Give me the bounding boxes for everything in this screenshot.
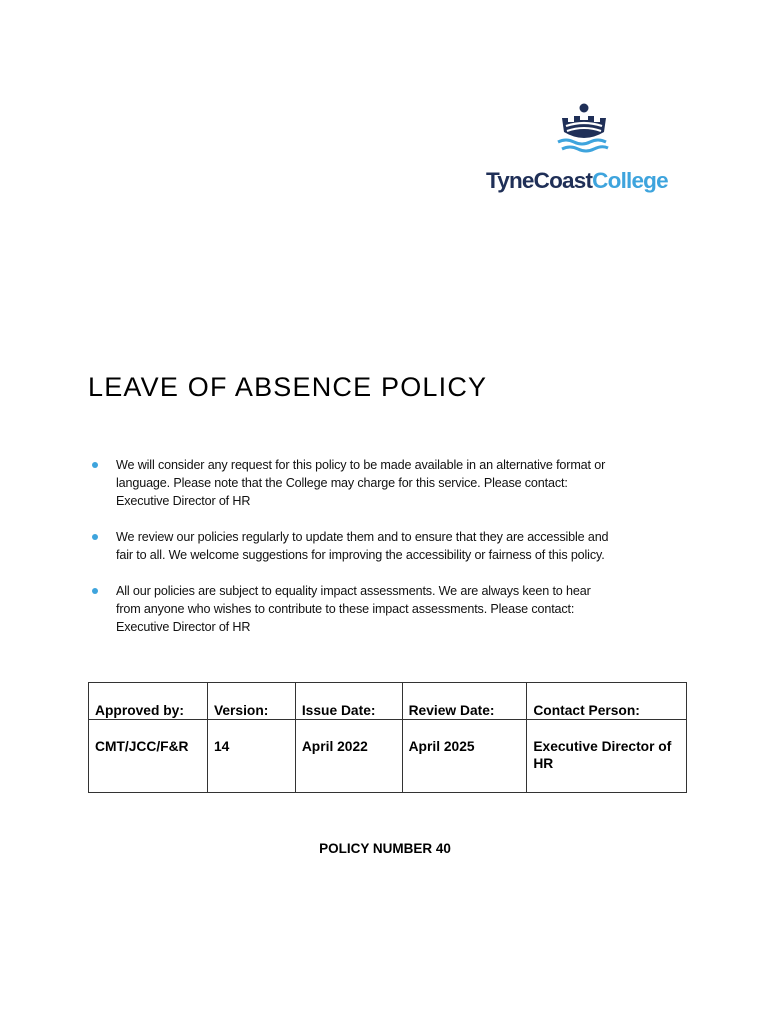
header-approved-by: Approved by:	[89, 683, 208, 720]
bullet-icon	[92, 462, 98, 468]
boat-wave-logo-icon	[554, 102, 610, 160]
cell-review-date: April 2025	[402, 720, 527, 793]
header-contact-person: Contact Person:	[527, 683, 687, 720]
cell-issue-date: April 2022	[295, 720, 402, 793]
cell-approved-by: CMT/JCC/F&R	[89, 720, 208, 793]
list-item	[90, 582, 610, 636]
bullet-text: We review our policies regularly to update them and to ensure that they are accessible and fair to all. We welcome suggestions for improving the accessibility or fairness of this policy.	[116, 530, 609, 562]
bullet-icon	[92, 588, 98, 594]
policy-info-table	[88, 682, 687, 793]
table-header-row	[89, 683, 687, 720]
policy-notes-list	[90, 456, 610, 654]
header-version: Version:	[207, 683, 295, 720]
college-logo-wordmark	[486, 168, 668, 194]
bullet-text: We will consider any request for this policy to be made available in an alternative format or language. Please note that the College may charge for this service. Please contact: Executive Director of HR	[116, 458, 606, 508]
list-item	[90, 456, 610, 510]
table-row	[89, 720, 687, 793]
logo-text-college: College	[592, 168, 668, 193]
header-issue-date: Issue Date:	[295, 683, 402, 720]
cell-contact-person: Executive Director of HR	[527, 720, 687, 793]
logo-text-tynecoast: TyneCoast	[486, 168, 593, 193]
cell-version: 14	[207, 720, 295, 793]
bullet-text: All our policies are subject to equality impact assessments. We are always keen to hear from anyone who wishes to contribute to these impact assessments. Please contact: Executive Director of HR	[116, 584, 591, 634]
header-review-date: Review Date:	[402, 683, 527, 720]
college-logo	[484, 102, 684, 197]
list-item	[90, 528, 610, 564]
page-title: LEAVE OF ABSENCE POLICY	[88, 372, 488, 402]
bullet-icon	[92, 534, 98, 540]
policy-number: POLICY NUMBER 40	[319, 841, 451, 856]
